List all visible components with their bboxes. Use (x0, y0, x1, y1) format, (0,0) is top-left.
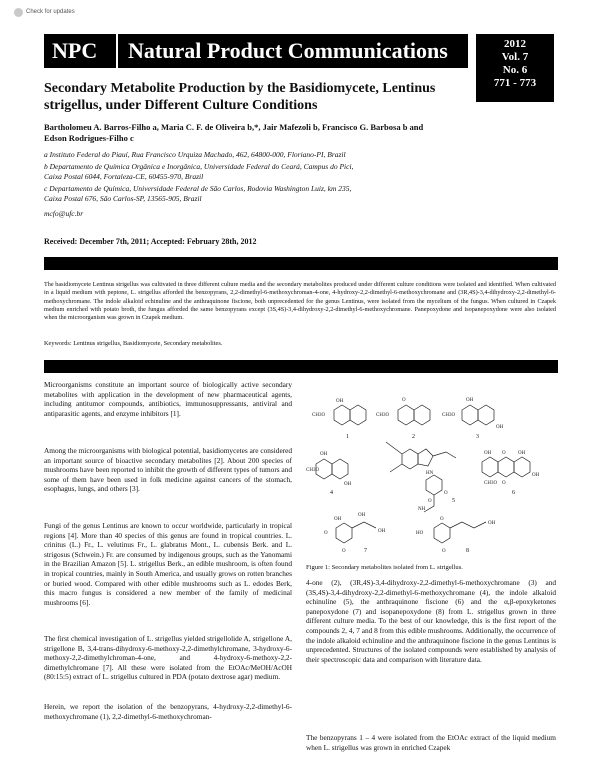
substituent-label: OH (344, 482, 352, 487)
ring-shape (398, 405, 414, 425)
abstract-divider-bar (44, 257, 558, 270)
ring-shape (426, 475, 442, 495)
page-range: 771 - 773 (493, 77, 537, 89)
ring-shape (350, 405, 366, 425)
figure-caption: Figure 1: Secondary metabolites isolated from L. strigellus. (306, 564, 463, 571)
substituent-label: OH (496, 425, 504, 430)
ring-shape (462, 405, 478, 425)
substituent-label: OH (532, 473, 540, 478)
paragraph-benzopyrans: The benzopyrans 1 – 4 were isolated from the EtOAc extract of the liquid medium when L. strigellus was grown in enriched Czapek (306, 733, 556, 752)
compound-label: 8 (466, 548, 469, 554)
substituent-label: OH (336, 399, 344, 404)
journal-name: Natural Product Communications (128, 38, 448, 63)
substituent-label: CH3O (312, 413, 326, 418)
substituent-label: OH (320, 452, 328, 457)
substituent-label: O (342, 549, 346, 554)
substituent-label: OH (518, 451, 526, 456)
substituent-label: OH (358, 513, 366, 518)
substituent-label: CH3O (306, 468, 320, 473)
bond-shape (352, 522, 376, 528)
bond-shape (390, 464, 402, 472)
substituent-label: HO (416, 531, 424, 536)
paragraph-first-investigation: The first chemical investigation of L. strigellus yielded strigellolide A, strigellone A, strigellone B, 3,4-trans-dihydroxy-6-methoxy-2,2-dimethylchromane, 3-hydroxy-6-methoxy-2,2-dimethylchroman-4-one, and 4-hydroxy-6-methoxy-2,2-dimethylchromane [7]. All these were isolated from the EtOAc/MeOH/AcOH (80:15:5) extract of L. strigellus cultured in PDA (potato dextrose agar) medium. (44, 634, 292, 682)
affiliation-a: a Instituto Federal do Piauí, Rua Francisco Urquiza Machado, 462, 64800-000, Floriano-PI, Brazil (44, 150, 346, 159)
compound-label: 6 (512, 490, 515, 496)
ring-shape (418, 449, 433, 466)
updates-icon (14, 8, 23, 17)
substituent-label: NH (418, 507, 426, 512)
substituent-label: CH3O (484, 481, 498, 486)
substituent-label: O (502, 481, 506, 486)
substituent-label: O (444, 491, 448, 496)
substituent-label: OH (484, 451, 492, 456)
affiliation-b: b Departamento de Química Orgânica e Inorgânica, Universidade Federal do Ceará, Campus do Pici, Caixa Postal 6044, Fortaleza-CE, 60455-970, Brazil (44, 162, 354, 181)
volume-number: Vol. 7 (501, 51, 529, 63)
issue-number: No. 6 (502, 64, 528, 76)
compound-label: 1 (346, 434, 349, 440)
ring-shape (334, 405, 350, 425)
compound-label: 2 (412, 434, 415, 440)
compound-label: 7 (364, 548, 367, 554)
ring-shape (498, 457, 514, 477)
bond-shape (450, 522, 486, 528)
ring-shape (514, 457, 530, 477)
substituent-label: OH (466, 398, 474, 403)
substituent-label: OH (488, 521, 496, 526)
substituent-label: O (402, 398, 406, 403)
substituent-label: OH (334, 517, 342, 522)
substituent-label: O (440, 517, 444, 522)
ring-shape (336, 523, 352, 543)
volume-box (476, 34, 554, 102)
corresponding-email[interactable]: mcfo@ufc.br (44, 209, 84, 218)
paper-title: Secondary Metabolite Production by the Basidiomycete, Lentinus strigellus, under Different Culture Conditions (44, 81, 436, 113)
paragraph-herein: Herein, we report the isolation of the benzopyrans, 4-hydroxy-2,2-dimethyl-6-methoxychromane (1), 2,2-dimethyl-6-methoxychroman- (44, 702, 292, 721)
substituent-label: CH3O (376, 413, 390, 418)
ring-shape (332, 459, 348, 479)
substituent-label: O (428, 499, 432, 504)
compound-label: 5 (452, 498, 455, 504)
figure-1-structures (306, 382, 556, 560)
ring-shape (402, 449, 418, 469)
ring-shape (478, 405, 494, 425)
substituent-label: O (324, 531, 328, 536)
paragraph-compounds: 4-one (2), (3R,4S)-3,4-dihydroxy-2,2-dimethyl-6-methoxychromane (3) and (3S,4S)-3,4-dihydroxy-2,2-dimethyl-6-methoxychromane (4), the indole alkaloid echinuline (5), the anthraquinone fiscione (6) and the α,β-epoxyketones panepoxydone (7) and isopanepoxydone (8) from L. strigellus grown in three different culture media. To the best of our knowledge, this is the first report of the compounds 2, 4, 7 and 8 from this edible mushrooms. Additionally, the occurrence of the indole alkaloid echinuline and the anthraquinone fiscione in the genus Lentinus is unprecedented. Structures of the isolated compounds were established by analysis of their spectroscopic data and comparison with literature data. (306, 578, 556, 664)
badge-text: Check for updates (26, 9, 75, 15)
compound-label: 4 (330, 490, 333, 496)
journal-abbr: NPC (52, 38, 98, 63)
paragraph-lentinus: Fungi of the genus Lentinus are known to occur worldwide, particularly in tropical regions [4]. More than 40 species of this genus are found in tropical countries. L. crinitus (L.) Fr., L. velutinus Fr., L. glabratus Mont., L. cubensis Berk. and L. strigosus (Schwein.) Fr. are consumed by indigenous groups, such as the Yanomami in the Brazilian Amazon [5]. L. strigellus Berk., an edible mushroom, is often found in tropical countries, mainly in South America, and usually grows on rotten branches or buried wood. Compared with other edible mushrooms such as L. edodes Berk, this macro fungus is considered a new member of the family of medicinal mushrooms [6]. (44, 521, 292, 607)
substituent-label: OH (378, 529, 386, 534)
body-divider-bar (44, 360, 558, 373)
received-dates: Received: December 7th, 2011; Accepted: February 28th, 2012 (44, 237, 257, 246)
compound-label: 3 (476, 434, 479, 440)
bond-shape (433, 452, 456, 458)
substituent-label: O (442, 549, 446, 554)
check-for-updates-badge[interactable] (14, 6, 96, 18)
keywords: Keywords: Lentinus strigellus, Basidiomycete, Secondary metabolites. (44, 340, 223, 347)
bond-shape (386, 442, 402, 454)
authors: Bartholomeu A. Barros-Filho a, Maria C. F. de Oliveira b,*, Jair Mafezoli b, Francisco G. Barbosa b and Edson Rodrigues-Filho c (44, 122, 424, 143)
affiliation-c: c Departamento de Química, Universidade Federal de São Carlos, Rodovia Washington Luiz, km 235, Caixa Postal 676, São Carlos-SP, 13565-905, Brazil (44, 184, 352, 203)
abstract-text: The basidiomycete Lentinus strigellus was cultivated in three different culture media and the secondary metabolites produced under different culture conditions were isolated and identified. When cultivated in a liquid medium with peptone, L. strigellus afforded the benzopyrans, 2,2-dimethyl-6-methoxychroman-4-one, 4-hydroxy-2,2-dimethyl-6-methoxychromane and (3R,4S)-3,4-dihydroxy-2,2-dimethyl-6-methoxychromane. The indole alkaloid echinuline and the anthraquinone fiscione, both unprecedented for the genus Lentinus, were isolated from the mycelium of the fungus. When cultured in Czapek medium enriched with potato broth, the fungus afforded the same benzopyrans except (3S,4S)-3,4-dihydroxy-2,2-dimethyl-6-methoxychromane. Panepoxydone and isopanepoxydone were also isolated when the microorganism was grown in Czapek medium. (44, 281, 556, 322)
ring-shape (434, 523, 450, 543)
volume-year: 2012 (504, 38, 526, 50)
substituent-label: CH3O (442, 413, 456, 418)
paragraph-intro: Microorganisms constitute an important source of biologically active secondary metabolites with application in the development of new pharmaceutical agents, including antitumor compounds, antibiotics, immunosuppressants, antiviral and antiparasitic agents, and enzyme inhibitors [1]. (44, 380, 292, 418)
ring-shape (482, 457, 498, 477)
substituent-label: HN (426, 471, 434, 476)
paragraph-basidiomycetes: Among the microorganisms with biological potential, basidiomycetes are considered an important source of bioactive secondary metabolites [2]. About 200 species of mushrooms have been reported to inhibit the growth of different types of tumors and some of them have been used in folk medicine against cancers of the stomach, esophagus, lungs, and others [3]. (44, 446, 292, 494)
ring-shape (414, 405, 430, 425)
substituent-label: O (502, 451, 506, 456)
journal-banner (44, 34, 468, 68)
